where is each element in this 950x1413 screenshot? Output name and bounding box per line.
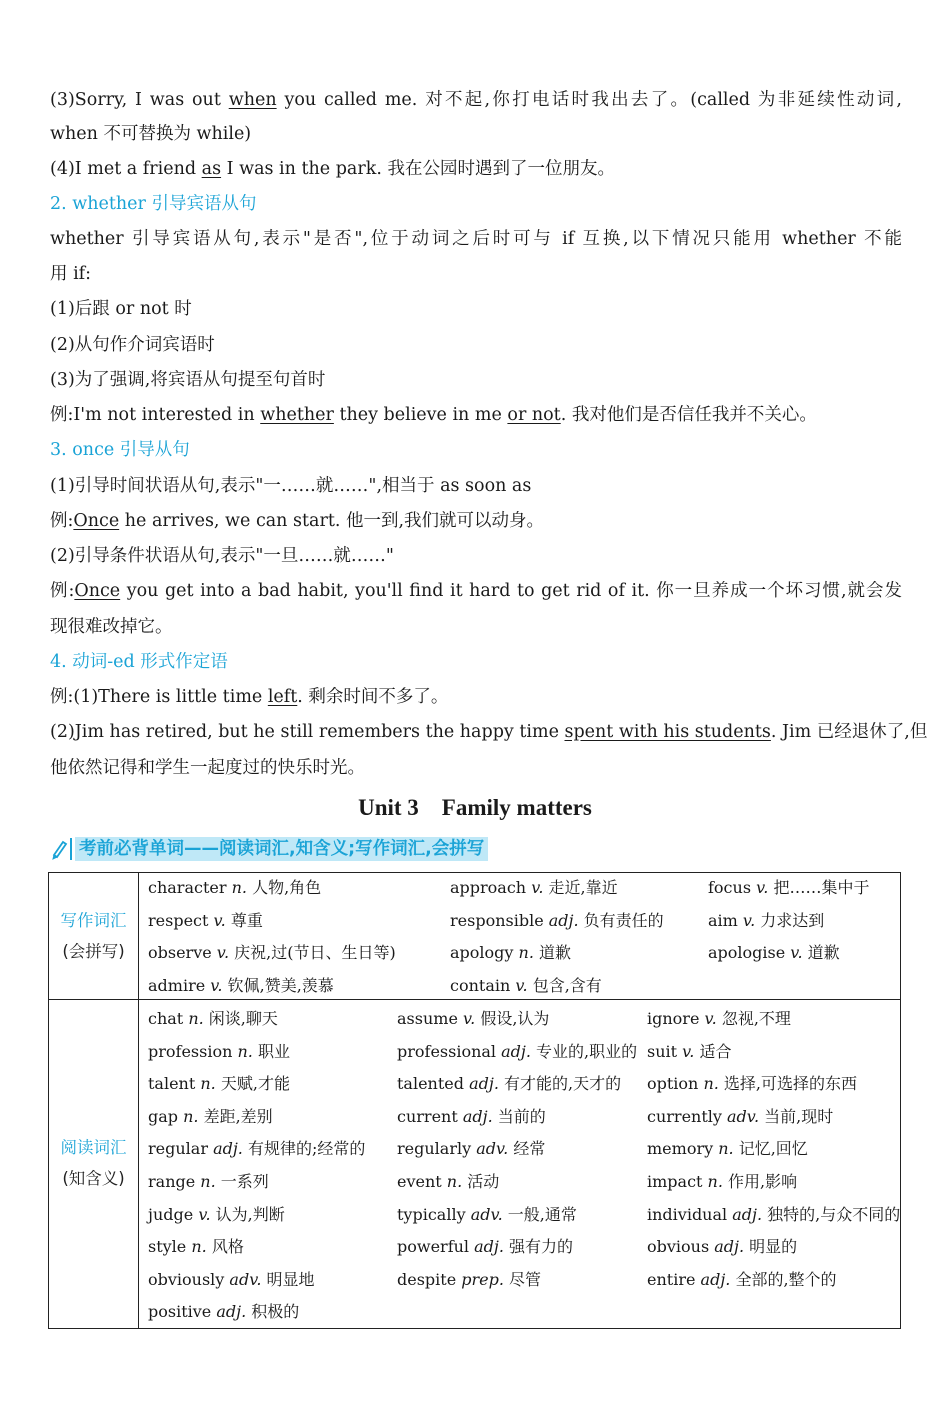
vocab-meaning: 当前的 [492, 1106, 546, 1126]
vocab-meaning: 人物,角色 [246, 878, 322, 897]
reading-word-obviously [148, 1270, 315, 1290]
vocab-pos: adv. [229, 1269, 262, 1289]
writing-word-contain [450, 976, 602, 996]
vocab-pos: adj. [501, 1041, 531, 1061]
unit-title: Unit 3 Family matters [358, 795, 592, 820]
vocab-pos: v. [790, 943, 803, 962]
vocab-word: currently [647, 1106, 728, 1126]
vocab-pos: n. [200, 1074, 216, 1094]
vocab-pos: v. [463, 1009, 476, 1028]
section-heading-once: 3. once 引导从句 [50, 440, 190, 460]
vocab-word: obvious [647, 1237, 715, 1257]
vocab-meaning: 风格 [206, 1237, 244, 1257]
vocab-word: memory [647, 1139, 719, 1159]
vocab-pos: adj. [548, 910, 579, 930]
vocab-meaning: 走近,靠近 [543, 878, 618, 897]
reading-word-professional [397, 1042, 637, 1062]
writing-word-apologise [708, 943, 840, 963]
vocab-word: profession [148, 1041, 238, 1061]
text-line-16: 现很难改掉它。 [50, 617, 173, 637]
vocab-pos: adj. [462, 1106, 493, 1126]
writing-word-approach [450, 878, 618, 898]
vocab-word: apologise [708, 943, 791, 962]
text-line-2: when 不可替换为 while) [50, 124, 252, 144]
reading-word-judge [148, 1205, 285, 1225]
vocab-word: positive [148, 1302, 217, 1322]
text-line-3: (4)I met a friend as I was in the park. 我在公园时遇到了一位朋友。 [50, 159, 615, 179]
vocab-meaning: 力求达到 [755, 910, 825, 930]
vocab-meaning: 适合 [694, 1041, 732, 1061]
text-line-5: whether 引导宾语从句,表示"是否",位于动词之后时可与 if 互换,以下情况只能用 whether 不能 [50, 229, 902, 249]
vocab-word: professional [397, 1041, 502, 1061]
vocab-word: responsible [450, 910, 549, 930]
vocab-meaning: 明显地 [261, 1269, 315, 1289]
vocab-meaning: 钦佩,赞美,羡慕 [222, 975, 334, 995]
vocab-word: assume [397, 1009, 463, 1028]
vocab-pos: v. [216, 943, 230, 962]
vocab-pos: v. [213, 910, 226, 930]
vocab-meaning: 明显的 [744, 1237, 798, 1257]
vocab-word: powerful [397, 1237, 475, 1257]
vocab-meaning: 选择,可选择的东西 [718, 1074, 858, 1094]
vocab-meaning: 专业的,职业的 [530, 1041, 638, 1061]
reading-word-despite [397, 1270, 541, 1290]
vocab-pos: adv. [727, 1106, 760, 1126]
vocab-word: aim [708, 910, 743, 930]
vocab-word: event [397, 1172, 447, 1191]
vocab-meaning: 独特的,与众不同的 [762, 1204, 901, 1224]
vocab-meaning: 职业 [252, 1041, 290, 1061]
vocab-word: individual [647, 1204, 733, 1224]
banner-divider [70, 838, 72, 860]
writing-word-aim [708, 911, 824, 931]
writing-vocab-subtitle: (会拼写) [62, 942, 125, 961]
section-heading-ed-form: 4. 动词-ed 形式作定语 [50, 652, 228, 672]
vocab-word: character [148, 878, 232, 897]
vocab-meaning: 经常 [508, 1139, 546, 1159]
reading-word-entire [647, 1270, 837, 1290]
vocab-word: talented [397, 1074, 470, 1094]
vocab-meaning: 差距,差别 [198, 1106, 273, 1126]
writing-word-focus [708, 878, 869, 898]
vocab-word: current [397, 1106, 463, 1126]
text-line-9: (3)为了强调,将宾语从句提至句首时 [50, 370, 326, 390]
writing-vocab-title: 写作词汇 [60, 911, 127, 930]
vocab-word: ignore [647, 1009, 705, 1028]
vocab-pos: n. [703, 1074, 719, 1094]
reading-word-suit [647, 1042, 731, 1062]
table-column-divider [138, 873, 139, 1328]
vocab-meaning: 闲谈,聊天 [203, 1009, 278, 1028]
vocab-pos: v. [682, 1041, 695, 1061]
vocab-word: focus [708, 878, 757, 897]
writing-word-character [148, 878, 321, 898]
vocab-word: talent [148, 1074, 201, 1094]
vocab-meaning: 道歉 [533, 943, 572, 962]
vocab-pos: n. [188, 1009, 204, 1028]
reading-word-profession [148, 1042, 290, 1062]
vocab-word: regularly [397, 1139, 477, 1159]
vocab-meaning: 有规律的;经常的 [242, 1139, 366, 1159]
vocab-word: range [148, 1172, 201, 1191]
writing-word-responsible [450, 911, 664, 931]
vocab-meaning: 活动 [462, 1172, 500, 1191]
vocab-pos: prep. [461, 1269, 504, 1289]
section-heading-whether: 2. whether 引导宾语从句 [50, 194, 257, 214]
vocab-pos: adj. [213, 1139, 243, 1159]
text-line-7: (1)后跟 or not 时 [50, 299, 192, 319]
text-line-12: (1)引导时间状语从句,表示"一……就……",相当于 as soon as [50, 476, 532, 496]
vocabulary-table [48, 872, 901, 1329]
reading-word-individual [647, 1205, 900, 1225]
vocab-word: despite [397, 1269, 462, 1289]
vocab-meaning: 强有力的 [503, 1237, 574, 1257]
vocab-word: suit [647, 1041, 683, 1061]
vocab-meaning: 积极的 [246, 1302, 300, 1322]
vocab-pos: adv. [476, 1139, 509, 1159]
vocab-meaning: 道歉 [802, 943, 840, 962]
vocab-meaning: 庆祝,过(节日、生日等) [229, 943, 396, 962]
vocab-pos: adj. [732, 1204, 763, 1224]
text-line-1: (3)Sorry, I was out when you called me. 对不起,你打电话时我出去了。(called 为非延续性动词, [50, 90, 902, 110]
reading-word-option [647, 1074, 857, 1094]
vocab-pos: n. [718, 1139, 734, 1159]
text-line-20: 他依然记得和学生一起度过的快乐时光。 [50, 758, 365, 778]
pencil-icon [50, 838, 68, 860]
reading-vocab-title: 阅读词汇 [60, 1138, 127, 1157]
reading-vocab-subtitle: (知含义) [62, 1169, 125, 1188]
vocab-pos: n. [231, 878, 247, 897]
vocab-word: obviously [148, 1269, 230, 1289]
reading-word-positive [148, 1302, 299, 1322]
text-line-6: 用 if: [50, 264, 92, 284]
example-whether: 例:I'm not interested in whether they believe in me or not. 我对他们是否信任我并不关心。 [50, 405, 817, 425]
vocab-pos: adv. [470, 1204, 503, 1224]
vocab-word: observe [148, 943, 217, 962]
vocab-meaning: 一般,通常 [502, 1204, 577, 1224]
vocab-word: judge [148, 1204, 199, 1224]
reading-word-talented [397, 1074, 621, 1094]
vocab-word: respect [148, 910, 214, 930]
vocab-word: gap [148, 1106, 184, 1126]
vocab-meaning: 尊重 [225, 910, 263, 930]
vocab-pos: adj. [700, 1269, 731, 1289]
vocab-banner [50, 836, 488, 862]
reading-word-style [148, 1237, 244, 1257]
reading-vocab-label [49, 1132, 138, 1194]
vocab-pos: v. [210, 975, 223, 995]
vocab-meaning: 负有责任的 [578, 910, 664, 930]
writing-word-apology [450, 943, 571, 963]
vocab-meaning: 全部的,整个的 [730, 1269, 837, 1289]
vocab-meaning: 忽视,不理 [716, 1009, 791, 1028]
example-once-2: 例:Once you get into a bad habit, you'll find it hard to get rid of it. 你一旦养成一个坏习惯,就会发 [50, 581, 902, 601]
vocab-word: entire [647, 1269, 701, 1289]
table-row-divider [49, 999, 900, 1000]
vocab-pos: n. [518, 943, 534, 962]
vocab-pos: v. [515, 975, 528, 995]
vocab-meaning: 当前,现时 [759, 1106, 834, 1126]
vocab-pos: n. [707, 1172, 723, 1191]
vocab-meaning: 记忆,回忆 [733, 1139, 808, 1159]
example-once-1: 例:Once he arrives, we can start. 他一到,我们就可以动身。 [50, 511, 545, 531]
vocab-pos: n. [183, 1106, 199, 1126]
vocab-pos: adj. [714, 1237, 745, 1257]
vocab-pos: n. [191, 1237, 207, 1257]
vocab-meaning: 天赋,才能 [215, 1074, 290, 1094]
reading-word-memory [647, 1139, 808, 1159]
vocab-meaning: 作用,影响 [722, 1172, 798, 1191]
text-line-8: (2)从句作介词宾语时 [50, 335, 215, 355]
vocab-meaning: 把……集中于 [768, 878, 870, 897]
reading-word-range [148, 1172, 269, 1192]
reading-word-chat [148, 1009, 278, 1029]
reading-word-current [397, 1107, 546, 1127]
reading-word-assume [397, 1009, 549, 1029]
vocab-word: option [647, 1074, 704, 1094]
vocab-pos: v. [704, 1009, 717, 1028]
reading-word-obvious [647, 1237, 797, 1257]
reading-word-gap [148, 1107, 273, 1127]
vocab-pos: adj. [216, 1302, 247, 1322]
vocab-meaning: 一系列 [215, 1172, 269, 1191]
vocab-pos: n. [446, 1172, 463, 1191]
reading-word-impact [647, 1172, 797, 1192]
vocab-pos: adj. [474, 1237, 504, 1257]
vocab-word: typically [397, 1204, 471, 1224]
writing-word-observe [148, 943, 396, 963]
vocab-meaning: 假设,认为 [475, 1009, 550, 1028]
vocab-pos: adj. [469, 1074, 499, 1094]
vocab-meaning: 包含,含有 [527, 975, 602, 995]
vocab-pos: n. [200, 1172, 216, 1191]
banner-text: 考前必背单词——阅读词汇,知含义;写作词汇,会拼写 [75, 837, 488, 861]
reading-word-event [397, 1172, 499, 1192]
reading-word-regular [148, 1139, 365, 1159]
vocab-meaning: 认为,判断 [210, 1204, 285, 1224]
writing-vocab-label [49, 905, 138, 967]
vocab-meaning: 尽管 [503, 1269, 542, 1289]
vocab-word: regular [148, 1139, 214, 1159]
reading-word-regularly [397, 1139, 545, 1159]
vocab-word: apology [450, 943, 519, 962]
vocab-word: style [148, 1237, 192, 1257]
example-ed-1: 例:(1)There is little time left. 剩余时间不多了。 [50, 687, 449, 707]
text-line-14: (2)引导条件状语从句,表示"一旦……就……" [50, 546, 394, 566]
vocab-pos: v. [742, 910, 756, 930]
reading-word-ignore [647, 1009, 791, 1029]
reading-word-talent [148, 1074, 290, 1094]
vocab-word: admire [148, 975, 211, 995]
reading-word-powerful [397, 1237, 573, 1257]
vocab-meaning: 有才能的,天才的 [498, 1074, 622, 1094]
example-ed-2: (2)Jim has retired, but he still remembers the happy time spent with his students. Jim 已经退休了,但 [50, 722, 928, 742]
reading-word-typically [397, 1205, 577, 1225]
vocab-pos: n. [237, 1041, 253, 1061]
vocab-pos: v. [756, 878, 769, 897]
vocab-word: approach [450, 878, 532, 897]
vocab-word: impact [647, 1172, 708, 1191]
reading-word-currently [647, 1107, 833, 1127]
vocab-pos: v. [531, 878, 544, 897]
vocab-word: chat [148, 1009, 189, 1028]
writing-word-respect [148, 911, 263, 931]
vocab-pos: v. [198, 1204, 211, 1224]
vocab-word: contain [450, 975, 516, 995]
writing-word-admire [148, 976, 334, 996]
